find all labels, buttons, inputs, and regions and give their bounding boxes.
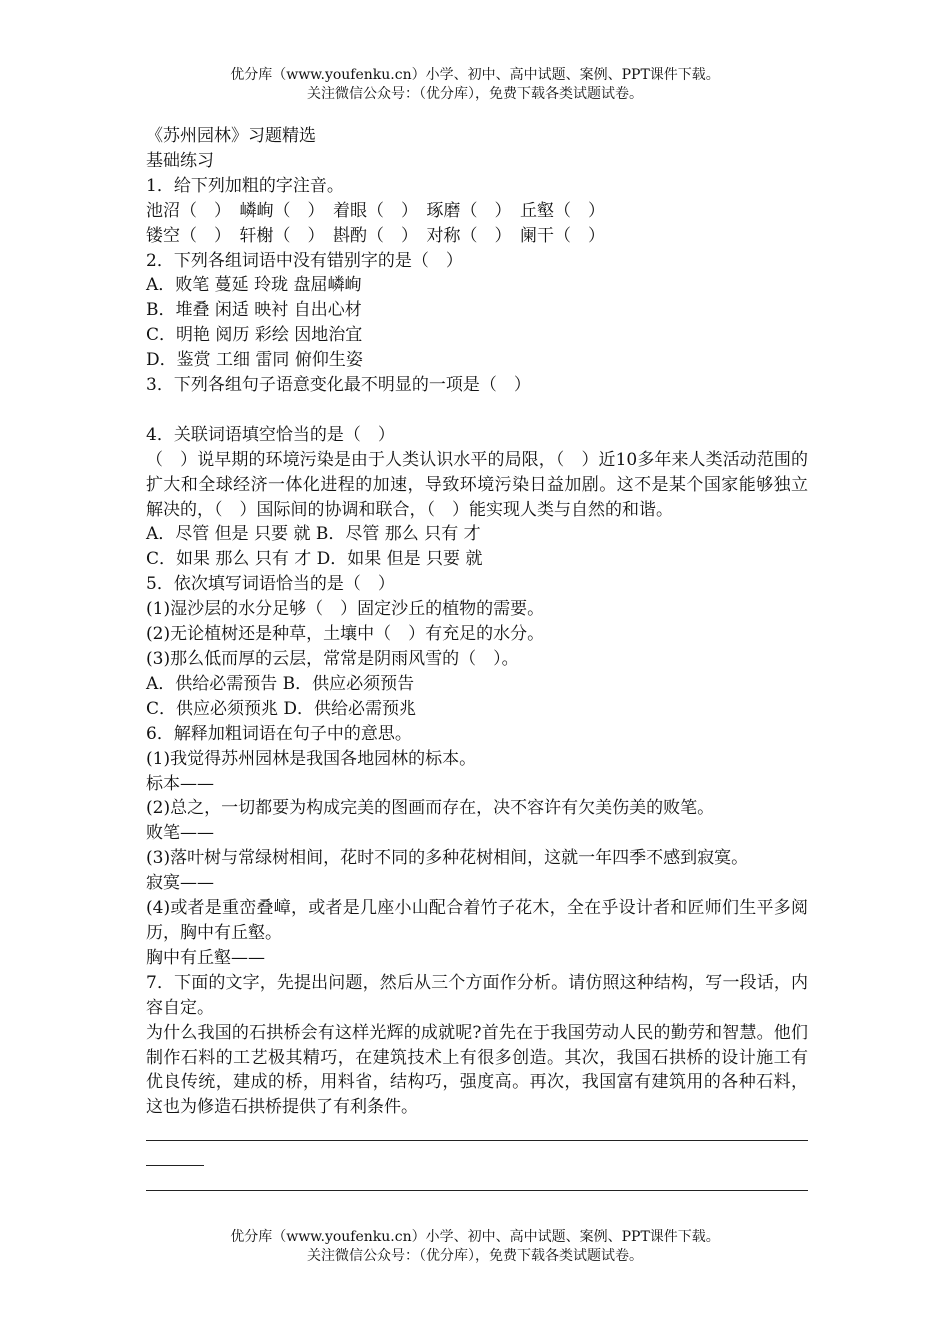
option-a: A．败笔 蔓延 玲珑 盘屈嶙峋: [146, 275, 362, 296]
sentence-3: (3)那么低而厚的云层，常常是阴雨风雪的（ ）。: [146, 649, 519, 670]
section-heading: 基础练习: [146, 150, 214, 171]
answer-label-2: 败笔——: [146, 823, 214, 844]
option-b: B．堆叠 闲适 映衬 自出心材: [146, 300, 362, 321]
answer-line-gap: [146, 1141, 808, 1165]
question-stem: 5．依次填写词语恰当的是（ ）: [146, 574, 395, 595]
question-stem: 3．下列各组句子语意变化最不明显的一项是（ ）: [146, 375, 531, 396]
pinyin-row-1: 池沼（ ） 嶙峋（ ） 着眼（ ） 琢磨（ ） 丘壑（ ）: [146, 200, 605, 221]
pinyin-row-2: 镂空（ ） 轩榭（ ） 斟酌（ ） 对称（ ） 阑干（ ）: [146, 225, 605, 246]
page-header: [0, 66, 950, 104]
answer-label-4: 胸中有丘壑——: [146, 947, 265, 968]
options-a-b: A．供给必需预告 B．供应必须预告: [146, 673, 415, 694]
question-1: [146, 174, 808, 249]
footer-line-1: 优分库（www.youfenku.cn）小学、初中、高中试题、案例、PPT课件下载。: [230, 1229, 720, 1245]
question-5: [146, 572, 808, 721]
question-passage: （ ）说早期的环境污染是由于人类认识水平的局限，（ ）近10多年来人类活动范围的扩大和全球经济一体化进程的加速，导致环境污染日益加剧。这不是某个国家能够独立解决的，（ ）国际间的协调和联合，（ ）能实现人类与自然的和谐。: [146, 449, 808, 520]
question-4: [146, 423, 808, 572]
header-line-2: 关注微信公众号：（优分库），免费下载各类试题试卷。: [307, 86, 643, 102]
question-6: [146, 722, 808, 971]
sentence-1: (1)我觉得苏州园林是我国各地园林的标本。: [146, 748, 477, 769]
question-stem: 7．下面的文字，先提出问题，然后从三个方面作分析。请仿照这种结构，写一段话，内容自定。: [146, 972, 808, 1018]
document-title: 《苏州园林》习题精选: [146, 126, 316, 146]
header-line-1: 优分库（www.youfenku.cn）小学、初中、高中试题、案例、PPT课件下载。: [230, 67, 720, 83]
question-7: [146, 971, 808, 1191]
sentence-4: (4)或者是重峦叠嶂，或者是几座小山配合着竹子花木，全在乎设计者和匠师们生平多阅历，胸中有丘壑。: [146, 898, 808, 943]
sentence-3: (3)落叶树与常绿树相间，花时不同的多种花树相间，这就一年四季不感到寂寞。: [146, 848, 749, 869]
sentence-2: (2)无论植树还是种草，土壤中（ ）有充足的水分。: [146, 624, 545, 645]
question-2: [146, 249, 808, 374]
sentence-1: (1)湿沙层的水分足够（ ）固定沙丘的植物的需要。: [146, 599, 545, 620]
options-c-d: C．如果 那么 只有 才 D．如果 但是 只要 就: [146, 549, 483, 570]
question-3: [146, 373, 808, 423]
question-passage: 为什么我国的石拱桥会有这样光辉的成就呢?首先在于我国劳动人民的勤劳和智慧。他们制作石料的工艺极其精巧，在建筑技术上有很多创造。其次，我国石拱桥的设计施工有优良传统，建成的桥，用料省，结构巧，强度高。再次，我国富有建筑用的各种石料，这也为修造石拱桥提供了有利条件。: [146, 1022, 808, 1118]
answer-line-short[interactable]: [146, 1165, 204, 1166]
options-c-d: C．供应必须预兆 D．供给必需预兆: [146, 698, 417, 719]
option-c: C．明艳 阅历 彩绘 因地治宜: [146, 325, 363, 346]
question-stem: 4．关联词语填空恰当的是（ ）: [146, 424, 395, 445]
sentence-2: (2)总之，一切都要为构成完美的图画而存在，决不容许有欠美伤美的败笔。: [146, 798, 715, 819]
answer-line-2[interactable]: [146, 1190, 808, 1191]
options-a-b: A．尽管 但是 只要 就 B．尽管 那么 只有 才: [146, 524, 481, 545]
document-body: [146, 124, 808, 1191]
question-stem: 2．下列各组词语中没有错别字的是（ ）: [146, 250, 463, 271]
answer-label-3: 寂寞——: [146, 873, 214, 894]
page-footer: [0, 1228, 950, 1266]
option-d: D．鉴赏 工细 雷同 俯仰生姿: [146, 350, 363, 371]
question-stem: 6．解释加粗词语在句子中的意思。: [146, 723, 412, 744]
footer-line-2: 关注微信公众号：（优分库），免费下载各类试题试卷。: [307, 1248, 643, 1264]
answer-label-1: 标本——: [146, 773, 214, 794]
question-stem: 1．给下列加粗的字注音。: [146, 175, 344, 196]
empty-line: [146, 398, 808, 423]
